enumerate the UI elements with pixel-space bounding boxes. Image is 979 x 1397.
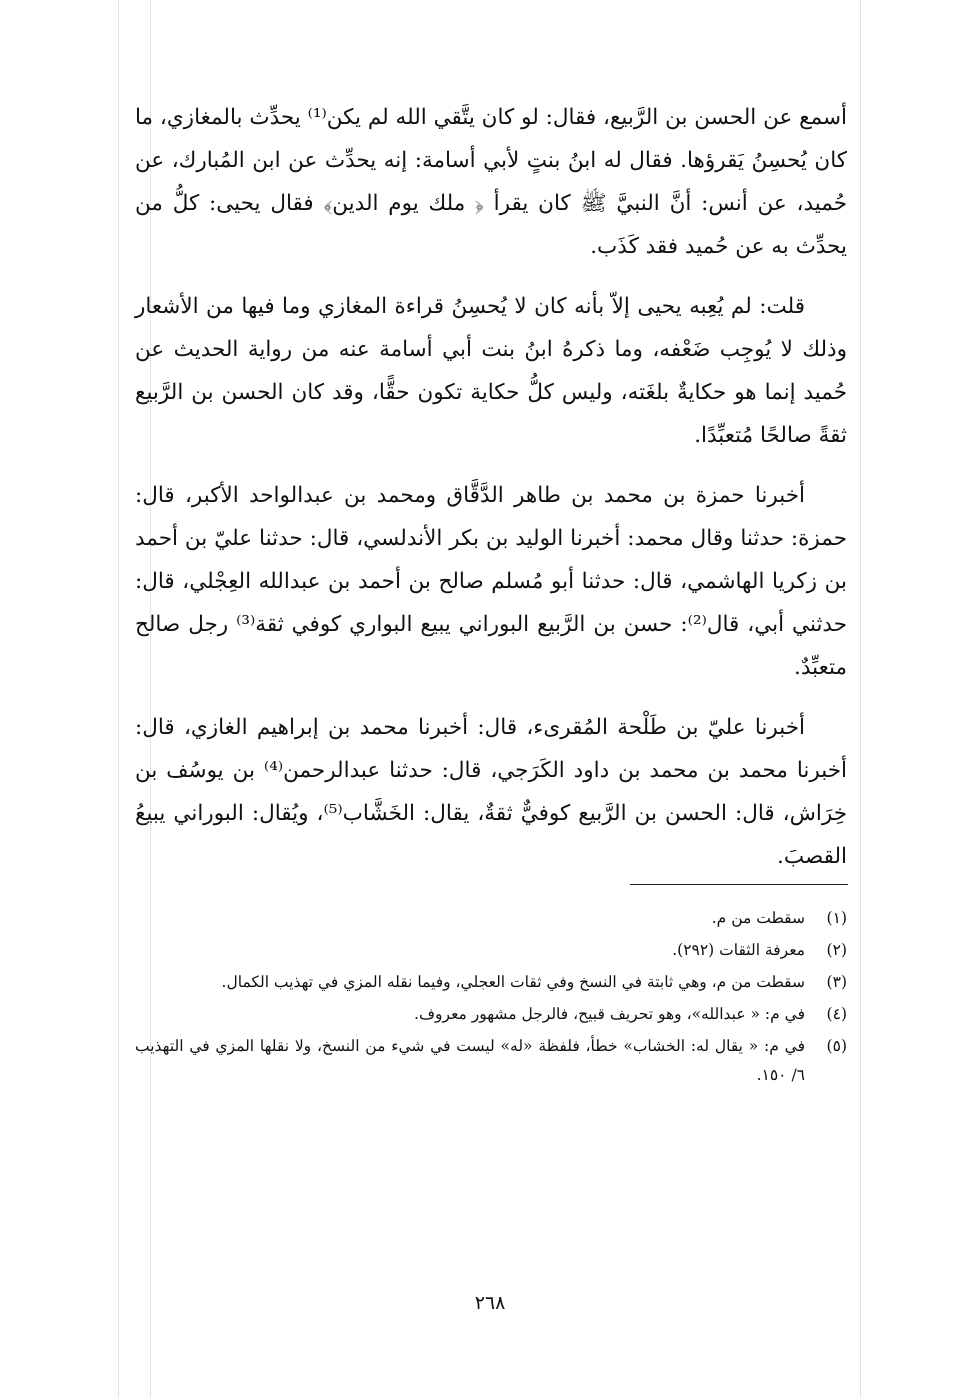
footnote-text: سقطت من م.	[711, 909, 805, 927]
footnote	[135, 1032, 847, 1090]
main-text	[135, 96, 847, 895]
footnote-text: سقطت من م، وهي ثابتة في النسخ وفي ثقات العجلي، وفيما نقله المزي في تهذيب الكمال.	[221, 973, 805, 991]
footnote-text: في م: « عبدالله»، وهو تحريف قبيح، فالرجل مشهور معروف.	[414, 1005, 805, 1023]
footnote-number: (٥)	[826, 1037, 847, 1055]
paragraph: أسمع عن الحسن بن الرَّبيع، فقال: لو كان يتَّقي الله لم يكن⁽¹⁾ يحدِّث بالمغازي، ما كان يُحسِنُ يَقرؤها. فقال له ابنُ بنتٍ لأبي أسامة: إنه يحدِّث عن ابن المُبارك، عن حُميد، عن أنس: أنَّ النبيَّ ﷺ كان يقرأ ﴿ ملك يوم الدين﴾ فقال يحيى: كلُّ من يحدِّث به عن حُميد فقد كَذَب.	[135, 105, 848, 259]
footnote-number: (٣)	[826, 973, 847, 991]
footnote	[135, 968, 847, 997]
paragraph: أخبرنا حمزة بن محمد بن طاهر الدَّقَّاق ومحمد بن عبدالواحد الأكبر، قال: حمزة: حدثنا وقال محمد: أخبرنا الوليد بن بكر الأندلسي، قال: حدثنا عليّ بن أحمد بن زكريا الهاشمي، قال: حدثنا أبو مُسلم صالح بن أحمد بن عبدالله العِجْلي، قال: حدثني أبي، قال⁽²⁾: حسن بن الرَّبيع البوراني يبيع البواري كوفي ثقة⁽³⁾ رجل صالح متعبِّدٌ.	[135, 483, 848, 680]
footnote-text: في م: « يقال له: الخشاب» خطأ، فلفظة «له» ليست في شيء من النسخ، ولا نقلها المزي في التهذيب ٦/ ١٥٠.	[135, 1037, 805, 1084]
scan-dotted-line	[860, 0, 861, 1397]
footnote-number: (٢)	[826, 941, 847, 959]
footnote-separator	[630, 884, 848, 885]
paragraph: أخبرنا عليّ بن طَلْحة المُقرىء، قال: أخبرنا محمد بن إبراهيم الغازي، قال: أخبرنا محمد بن محمد بن داود الكَرَجي، قال: حدثنا عبدالرحمن⁽⁴⁾ بن يوسُف بن خِرَاش، قال: الحسن بن الرَّبيع كوفيٌّ ثقةٌ، يقال: الخَشَّاب⁽⁵⁾، ويُقال: البوراني يبيعُ القصبَ.	[135, 715, 847, 869]
paragraph: قلت: لم يُعِبه يحيى إلاّ بأنه كان لا يُحسِنُ قراءة المغازي وما فيها من الأشعار وذلك لا يُوجِب ضَعْفه، وما ذكرهُ ابنُ بنت أبي أسامة عنه من رواية الحديث عن حُميد إنما هو حكايةٌ بلغَته، وليس كلُّ حكاية تكون حقًّا، وقد كان الحسن بن الرَّبيع ثقةً صالحًا مُتعبِّدًا.	[135, 294, 847, 448]
footnote-number: (١)	[826, 909, 847, 927]
scan-dotted-line	[118, 0, 119, 1397]
footnote-number: (٤)	[826, 1005, 847, 1023]
footnote-text: معرفة الثقات (٢٩٢).	[672, 941, 805, 959]
footnote	[135, 904, 847, 933]
footnote	[135, 1000, 847, 1029]
footnotes	[135, 904, 847, 1093]
page-number: ٢٦٨	[474, 1292, 506, 1314]
footnote	[135, 936, 847, 965]
